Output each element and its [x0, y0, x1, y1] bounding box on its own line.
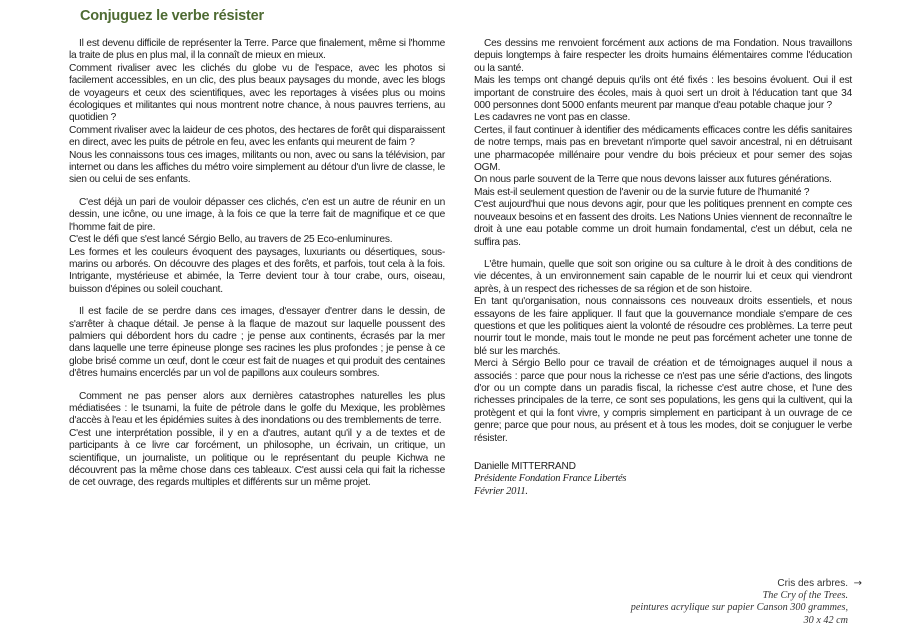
artwork-caption: [548, 578, 848, 627]
paragraph: Comment ne pas penser alors aux dernières catastrophes naturelles les plus médiatisées : le tsunami, la fuite de pétrole dans le golfe du Mexique, les problèmes d'accès à l'eau et les épidémies suites à des inondations ou des tremblements de terre.: [69, 390, 445, 427]
paragraph: Il est facile de se perdre dans ces images, d'essayer d'entrer dans le dessin, de s'arrêter à chaque détail. Je pense à la flaque de mazout sur laquelle poussent des palmiers qui débordent hors du cadre ; je pense aux continents, écrasés par la mer dans laquelle une terre épineuse plonge ses racines les plus profondes ; je pense à ce globe brisé comme un œuf, dont le cœur est fait de nuages et qui produit des centaines d'êtres humains encerclés par un vol de papillons aux couleurs sombres.: [69, 306, 445, 380]
paragraph: L'être humain, quelle que soit son origine ou sa culture à le droit à des conditions de vie décentes, à un environnement sain capable de le nourrir lui et ceux qui viendront après, à un respect des richesses de sa région et de son histoire.: [474, 258, 852, 295]
caption-title: Cris des arbres.: [777, 578, 848, 589]
caption-medium: peintures acrylique sur papier Canson 300 grammes,: [630, 602, 848, 614]
paragraph: C'est déjà un pari de vouloir dépasser ces clichés, c'en est un autre de réunir en un dessin, une icône, ou une image, à la fois ce que la terre fait de magnifique et ce que l'homme fait de pire.: [69, 196, 445, 233]
signature-block: [474, 461, 852, 498]
right-column: [474, 38, 852, 498]
signature-role: Présidente Fondation France Libertés: [474, 473, 627, 485]
paragraph: Comment rivaliser avec la laideur de ces photos, des hectares de forêt qui disparaissent en direct, avec les puits de pétrole en feu, avec les enfants qui meurent de faim ?: [69, 124, 445, 149]
paragraph: C'est le défi que s'est lancé Sérgio Bello, au travers de 25 Eco-enluminures.: [69, 234, 393, 246]
paragraph: Il est devenu difficile de représenter la Terre. Parce que finalement, même si l'homme la traite de plus en plus mal, il la connaît de mieux en mieux.: [69, 38, 445, 62]
paragraph: Mais les temps ont changé depuis qu'ils ont été fixés : les besoins évoluent. Oui il est important de construire des écoles, mais à quoi sert un droit à l'éducation tant que 34 000 personnes dont 5000 enfants meurent par manque d'eau potable chaque jour ?: [474, 75, 852, 112]
paragraph: En tant qu'organisation, nous connaissons ces nouveaux droits essentiels, et nous essayons de les faire appliquer. Il faut que la gouvernance mondiale s'empare de ces questions et que les politiques aient la volonté de résoudre ces problèmes. La terre peut nourrir tout le monde, mais tout le monde ne peut pas forcément acheter une tonne de blé sur les marchés.: [474, 296, 852, 357]
paragraph: Mais est-il seulement question de l'avenir ou de la survie future de l'humanité ?: [474, 186, 810, 198]
paragraph: Merci à Sérgio Bello pour ce travail de création et de témoignages auquel il nous a associés : parce que pour nous la richesse ce n'est pas une série d'actions, des lingots d'or ou un compte dans un paradis fiscal, la richesse c'est autre chose, et l'une des richesses principales de la terre, ce sont ses populations, les gens qui la cultivent, qui la protègent et qui la font vivre, y compris simplement en participant à un ouvrage de ce genre; parce que pour nous, au présent et à tous les modes, doit se conjuguer le verbe résister.: [474, 358, 852, 444]
caption-english-title: The Cry of the Trees.: [762, 590, 848, 602]
paragraph: Les cadavres ne vont pas en classe.: [474, 112, 631, 124]
paragraph: C'est une interprétation possible, il y en a d'autres, autant qu'il y a de textes et de participants à ce livre car forcément, un philosophe, un écrivain, un critique, un scientifique, un journaliste, un politique ou le représentant du peuple Kichwa ne découvrent pas la même chose dans ces tableaux. C'est aussi cela qui fait la richesse de cet ouvrage, des regards multiples et différents sur un même projet.: [69, 427, 445, 489]
paragraph: Ces dessins me renvoient forcément aux actions de ma Fondation. Nous travaillons depuis longtemps à faire respecter les droits humains élémentaires comme l'éducation ou la santé.: [474, 38, 852, 74]
paragraph: Comment rivaliser avec les clichés du globe vu de l'espace, avec les photos si facilement accessibles, en un clic, des plus beaux paysages du monde, avec les blogs de voyageurs et ceux des scientifiques, avec les reportages à visées plus ou moins écologiques et militantes qui nous montrent notre chance, à nous pauvres terriens, au quotidien ?: [69, 62, 445, 124]
signature-date: Février 2011.: [474, 485, 528, 497]
paragraph: On nous parle souvent de la Terre que nous devons laisser aux futures générations.: [474, 174, 832, 186]
paragraph: Certes, il faut continuer à identifier des médicaments efficaces contre les défis sanitaires de notre temps, mais pas en brevetant n'importe quel savoir ancestral, ni en détruisant une pharmacopée millénaire pour vendre du bois précieux et pour semer des sojas OGM.: [474, 124, 852, 174]
caption-dimensions: 30 x 42 cm: [803, 614, 848, 626]
paragraph: Nous les connaissons tous ces images, militants ou non, avec ou sans la télévision, par internet ou dans les affiches du métro voire simplement au détour d'un livre de classe, le sien ou celui de ses enfants.: [69, 149, 445, 186]
page-title: Conjuguez le verbe résister: [80, 8, 264, 24]
paragraph: Les formes et les couleurs évoquent des paysages, luxuriants ou désertiques, sous-marins ou arborés. On découvre des plages et des forêts, et parfois, tout cela à la fois. Intrigante, mystérieuse et abimée, la Terre devient tour à tour crabe, ours, oiseau, buisson d'épines ou soleil couchant.: [69, 246, 445, 295]
paragraph: C'est aujourd'hui que nous devons agir, pour que les politiques prennent en compte ces nouveaux besoins et en fassent des droits. Les Nations Unies viennent de reconnaître le droit à une eau potable comme un droit humain fondamental, c'est un début, cela ne suffira pas.: [474, 199, 852, 248]
signature-name: Danielle MITTERRAND: [474, 461, 576, 472]
arrow-right-icon: →: [853, 578, 862, 589]
left-column: [69, 38, 445, 490]
